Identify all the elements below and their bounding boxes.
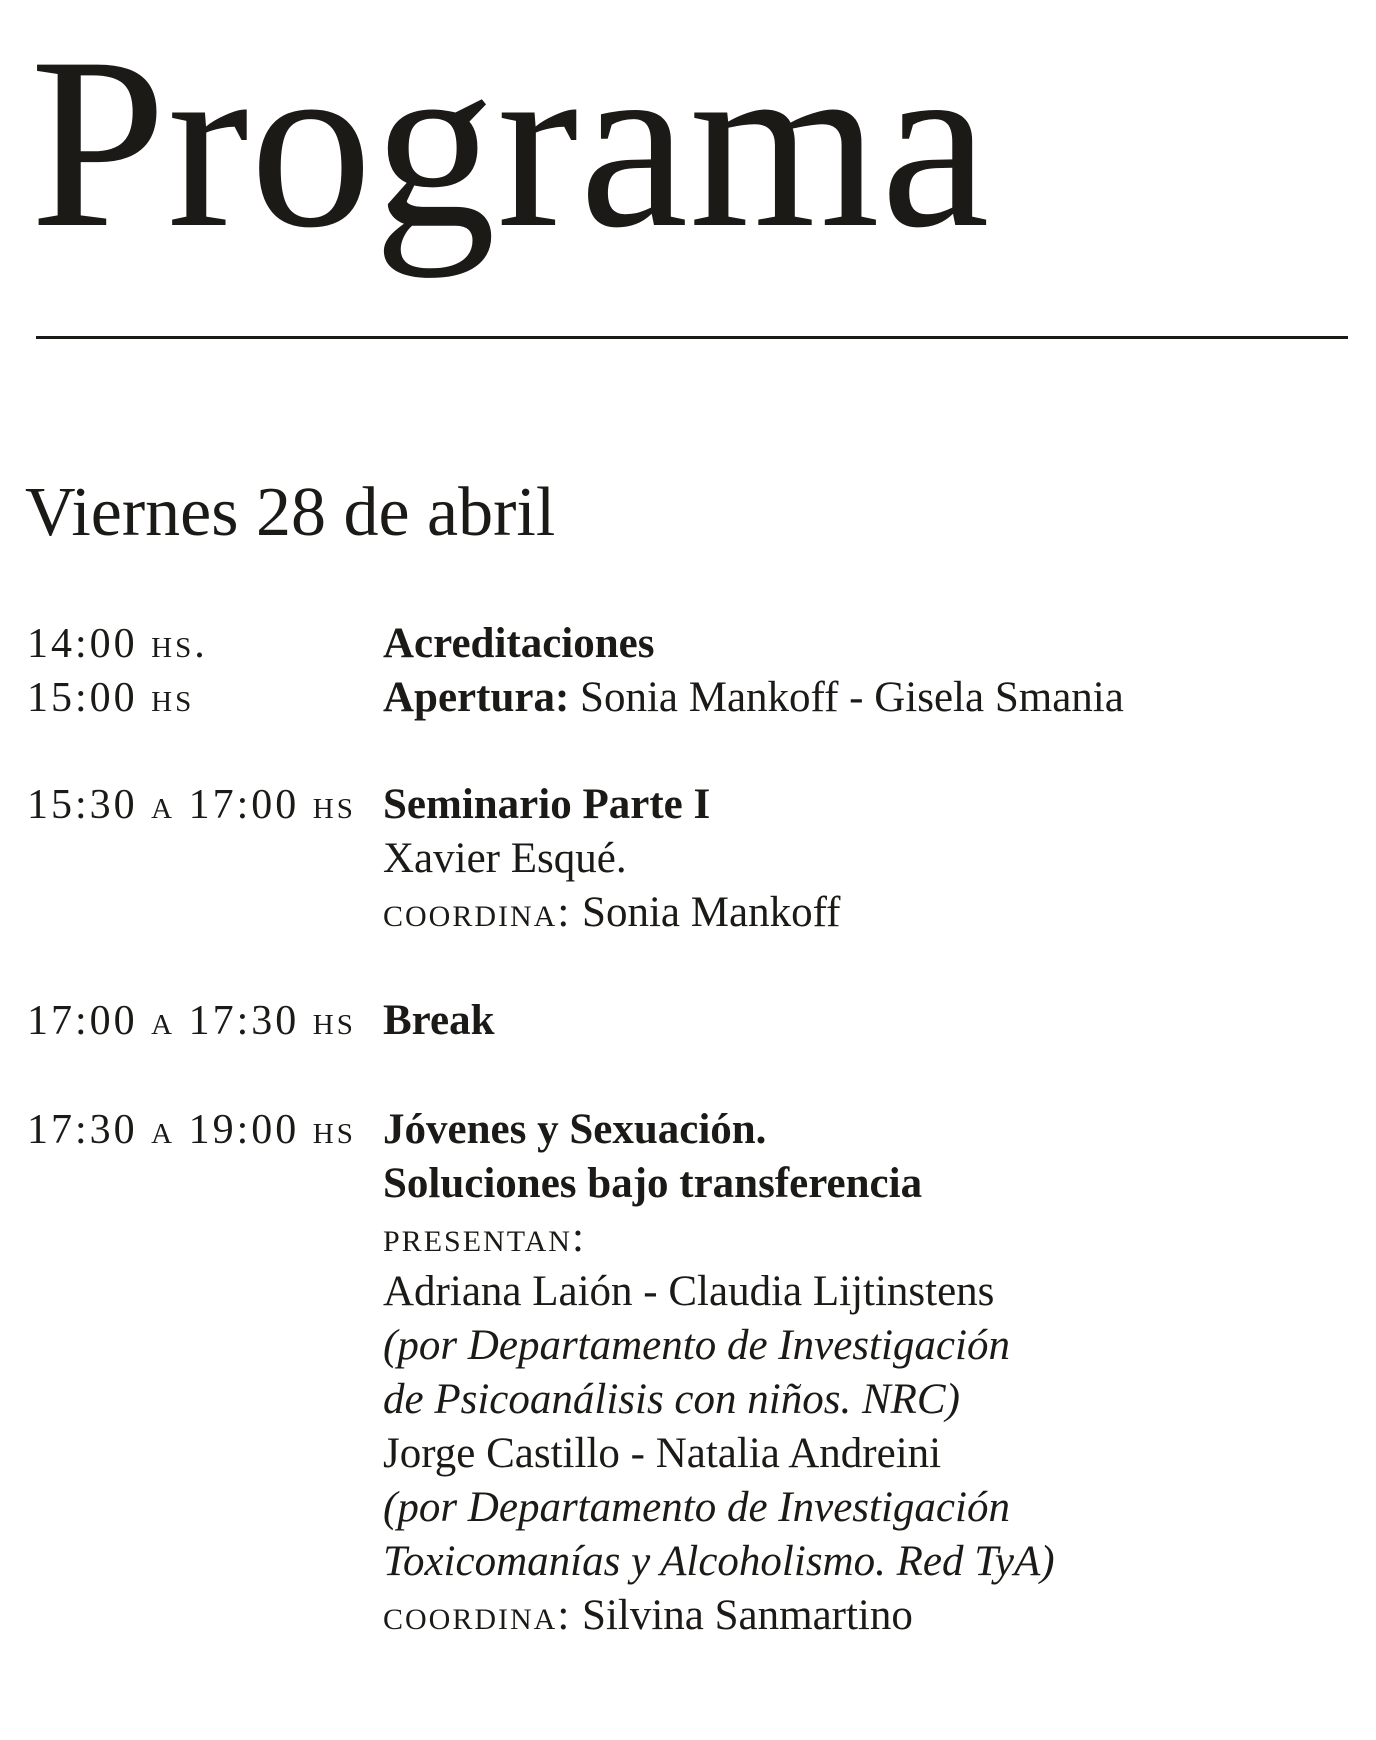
coordinator-line: [383, 886, 1363, 940]
schedule-content: [383, 671, 1363, 725]
schedule-content: [383, 617, 1363, 671]
coordinator-label: coordina:: [383, 1592, 572, 1639]
session-title-line-1: Jóvenes y Sexuación.: [383, 1106, 767, 1153]
schedule-time: 14:00 hs.: [27, 621, 208, 667]
session-title: Break: [383, 997, 495, 1044]
affiliation-2-line-2: Toxicomanías y Alcoholismo. Red TyA): [383, 1538, 1055, 1585]
coordinator-name: Sonia Mankoff: [582, 889, 841, 936]
session-title: Seminario Parte I: [383, 781, 711, 828]
schedule-content: [383, 1103, 1363, 1643]
presenters-label: presentan:: [383, 1214, 586, 1261]
presenters-names-1: Adriana Laión - Claudia Lijtinstens: [383, 1268, 995, 1315]
session-title: Acreditaciones: [383, 620, 655, 667]
coordinator-name: Silvina Sanmartino: [582, 1592, 913, 1639]
schedule-content: [383, 778, 1363, 940]
session-title-line: [383, 671, 1363, 725]
page-title: Programa: [30, 7, 991, 278]
coordinator-line: [383, 1589, 1363, 1643]
affiliation-2-line-1: (por Departamento de Investigación: [383, 1484, 1010, 1531]
session-people: Sonia Mankoff - Gisela Smania: [580, 674, 1124, 721]
day-heading: Viernes 28 de abril: [25, 474, 556, 551]
presenters-names-2: Jorge Castillo - Natalia Andreini: [383, 1430, 942, 1477]
schedule-content: [383, 994, 1363, 1048]
affiliation-1-line-1: (por Departamento de Investigación: [383, 1322, 1010, 1369]
session-title-line-2: Soluciones bajo transferencia: [383, 1160, 923, 1207]
schedule-time: 15:00 hs: [27, 675, 195, 721]
speaker-name: Xavier Esqué.: [383, 835, 627, 882]
coordinator-label: coordina:: [383, 889, 572, 936]
session-label: Apertura:: [383, 674, 570, 721]
affiliation-1-line-2: de Psicoanálisis con niños. NRC): [383, 1376, 960, 1423]
schedule-time: 15:30 a 17:00 hs: [27, 782, 356, 828]
schedule-time: 17:00 a 17:30 hs: [27, 998, 356, 1044]
schedule-time: 17:30 a 19:00 hs: [27, 1107, 356, 1153]
